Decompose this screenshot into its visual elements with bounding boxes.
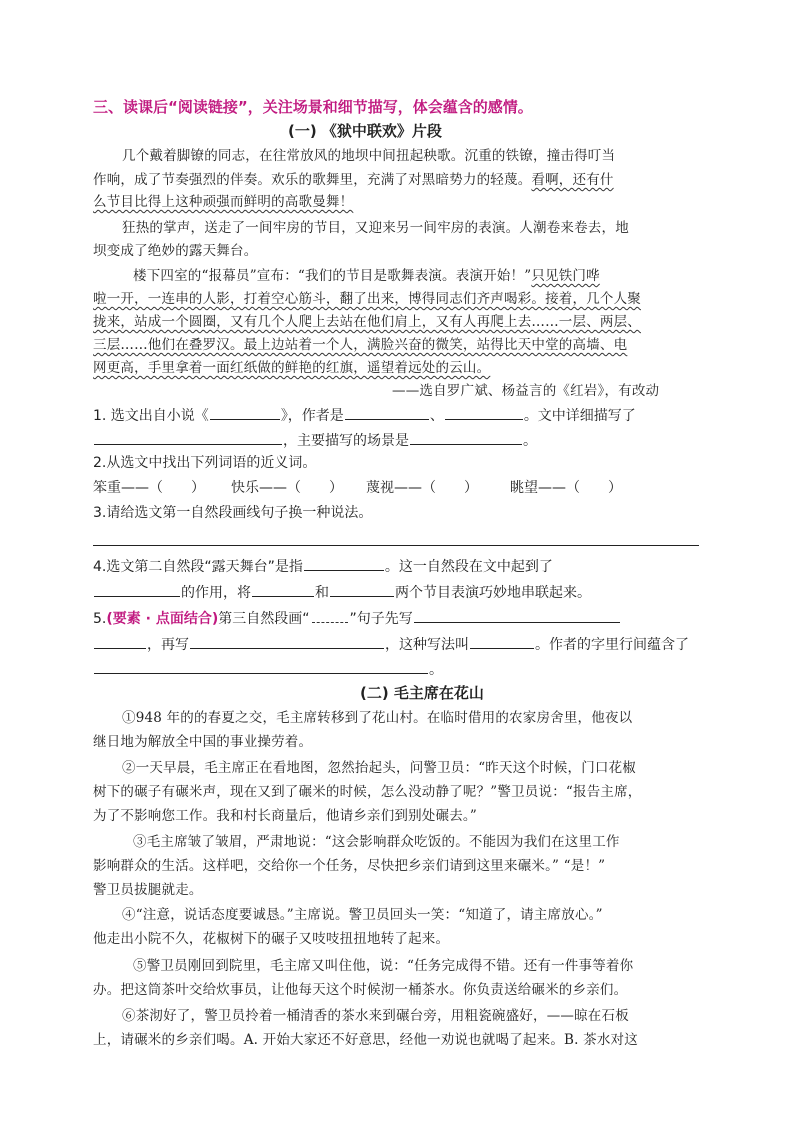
q1-novel-blank[interactable] xyxy=(210,406,280,420)
p2-text-14: 上，请碾米的乡亲们喝。A. 开始大家还不好意思，经他一劝说也就喝了起来。B. 茶水对这 xyxy=(93,1032,638,1048)
question-4-cont: 的作用，将 和 两个节目表演巧妙地串联起来。 xyxy=(93,583,591,600)
p2-text-5: 为了不影响您工作。我和村长商量后，他请乡亲们到别处碾去。” xyxy=(93,808,477,824)
p3-line-2: 啦一开，一连串的人影，打着空心筋斗，翻了出来，博得同志们齐声喝彩。接着，几个人聚 xyxy=(93,291,641,307)
p2-text-11: ⑤警卫员刚回到院里，毛主席又叫住他，说：“任务完成得不错。还有一件事等着你 xyxy=(133,958,634,974)
p2-text-1: ①948 年的的春夏之交，毛主席转移到了花山村。在临时借用的农家房舍里，他夜以 xyxy=(122,710,633,726)
passage1-source: ——选自罗广斌、杨益言的《红岩》，有改动 xyxy=(392,383,660,399)
q3-answer-line[interactable] xyxy=(93,545,699,546)
q1-scene-blank[interactable] xyxy=(410,431,522,445)
question-4: 4.选文第二自然段“露天舞台”是指 。这一自然段在文中起到了 xyxy=(93,559,553,575)
q2-word-4[interactable]: 眺望——（ ） xyxy=(510,480,622,496)
q2-word-3[interactable]: 蔑视——（ ） xyxy=(366,480,478,496)
question-5-cont: ，再写 ，这种写法叫 。作者的字里行间蕴含了 xyxy=(93,635,689,652)
q5-feeling-blank[interactable] xyxy=(94,660,428,674)
p3-line-3: 拢来，站成一个圆圈，又有几个人爬上去站在他们肩上，又有人再爬上去……一层、两层、 xyxy=(93,314,641,330)
p2-text-2: 继日地为解放全中国的事业操劳着。 xyxy=(93,734,313,750)
p2-text-6: ③毛主席皱了皱眉，严肃地说：“这会影响群众吃饭的。不能因为我们在这里工作 xyxy=(133,834,620,850)
question-5-end: 。 xyxy=(93,660,443,677)
q5-then-blank[interactable] xyxy=(190,635,384,649)
q4-show-blank-1[interactable] xyxy=(252,583,314,597)
q4-show-blank-2[interactable] xyxy=(330,583,394,597)
q1-author-blank-1[interactable] xyxy=(345,406,429,420)
passage1-subtitle: (一) 《狱中联欢》片段 xyxy=(288,122,442,140)
q5-first-blank[interactable] xyxy=(414,609,620,623)
question-1: 1. 选文出自小说《 》，作者是 、 。文中详细描写了 xyxy=(93,408,636,424)
q2-word-1[interactable]: 笨重——（ ） xyxy=(93,480,205,496)
p2-line-2: 坝变成了绝妙的露天舞台。 xyxy=(93,243,258,259)
q1-detail-blank[interactable] xyxy=(94,431,282,445)
p2-text-13: ⑥茶沏好了，警卫员拎着一桶清香的茶水来到碾台旁，用粗瓷碗盛好，——晾在石板 xyxy=(122,1008,629,1024)
p2-text-8: 警卫员拔腿就走。 xyxy=(93,882,203,898)
p3-line-5: 网更高，手里拿着一面红纸做的鲜艳的红旗，遥望着远处的云山。 xyxy=(93,360,491,376)
p2-text-10: 他走出小院不久，花椒树下的碾子又吱吱扭扭地转了起来。 xyxy=(93,931,450,947)
section-title: 三、读课后“阅读链接”，关注场景和细节描写，体会蕴含的感情。 xyxy=(93,98,533,116)
p2-line-1: 狂热的掌声，送走了一间牢房的节目，又迎来另一间牢房的表演。人潮卷来卷去，地 xyxy=(122,220,629,236)
q5-wavy-mark xyxy=(312,612,348,623)
q2-word-2[interactable]: 快乐——（ ） xyxy=(231,480,343,496)
q1-author-blank-2[interactable] xyxy=(445,406,523,420)
question-5: 5.(要素 · 点面结合)第三自然段画“ ”句子先写 xyxy=(93,609,621,626)
q4-role-blank[interactable] xyxy=(94,583,180,597)
p1-wavy-sentence: 看啊，还有什 xyxy=(531,172,614,188)
p2-text-3: ②一天早晨，毛主席正在看地图，忽然抬起头，问警卫员：“昨天这个时候，门口花椒 xyxy=(122,760,637,776)
q4-stage-blank[interactable] xyxy=(304,557,384,571)
question-1-cont: ，主要描写的场景是 。 xyxy=(93,431,537,448)
p1-line-2: 作响，成了节奏强烈的伴奏。欢乐的歌舞里，充满了对黑暗势力的轻蔑。看啊，还有什 xyxy=(93,172,614,188)
p1-line-1: 几个戴着脚镣的同志，在往常放风的地坝中间扭起秧歌。沉重的铁镣，撞击得叮当 xyxy=(122,148,616,164)
p2-text-4: 树下的碾子有碾米声，现在又到了碾米的时候，怎么没动静了呢？”警卫员说：“报告主席， xyxy=(93,784,642,800)
p1-line-3: 么节目比得上这种顽强而鲜明的高歌曼舞！ xyxy=(93,194,354,210)
question-2: 2.从选文中找出下列词语的近义词。 xyxy=(93,455,317,471)
p2-text-12: 办。把这筒茶叶交给炊事员，让他每天这个时候沏一桶茶水。你负责送给碾米的乡亲们。 xyxy=(93,982,628,998)
p3-line-4: 三层……他们在叠罗汉。最上边站着一个人，满脸兴奋的微笑，站得比天中堂的高墙、电 xyxy=(93,337,628,353)
question-3: 3.请给选文第一自然段画线句子换一种说法。 xyxy=(93,505,373,521)
p2-text-9: ④“注意，说话态度要诚恳。”主席说。警卫员回头一笑：“知道了，请主席放心。” xyxy=(122,907,603,923)
q5-method-blank[interactable] xyxy=(470,635,534,649)
p2-text-7: 影响群众的生活。这样吧，交给你一个任务，尽快把乡亲们请到这里来碾米。” “是！” xyxy=(93,858,606,874)
passage2-subtitle: (二) 毛主席在花山 xyxy=(360,684,484,702)
p3-line-1: 楼下四室的“报幕员”宣布：“我们的节目是歌舞表演。表演开始！”只见铁门哗 xyxy=(133,268,600,284)
q5-cont-blank[interactable] xyxy=(94,635,146,649)
